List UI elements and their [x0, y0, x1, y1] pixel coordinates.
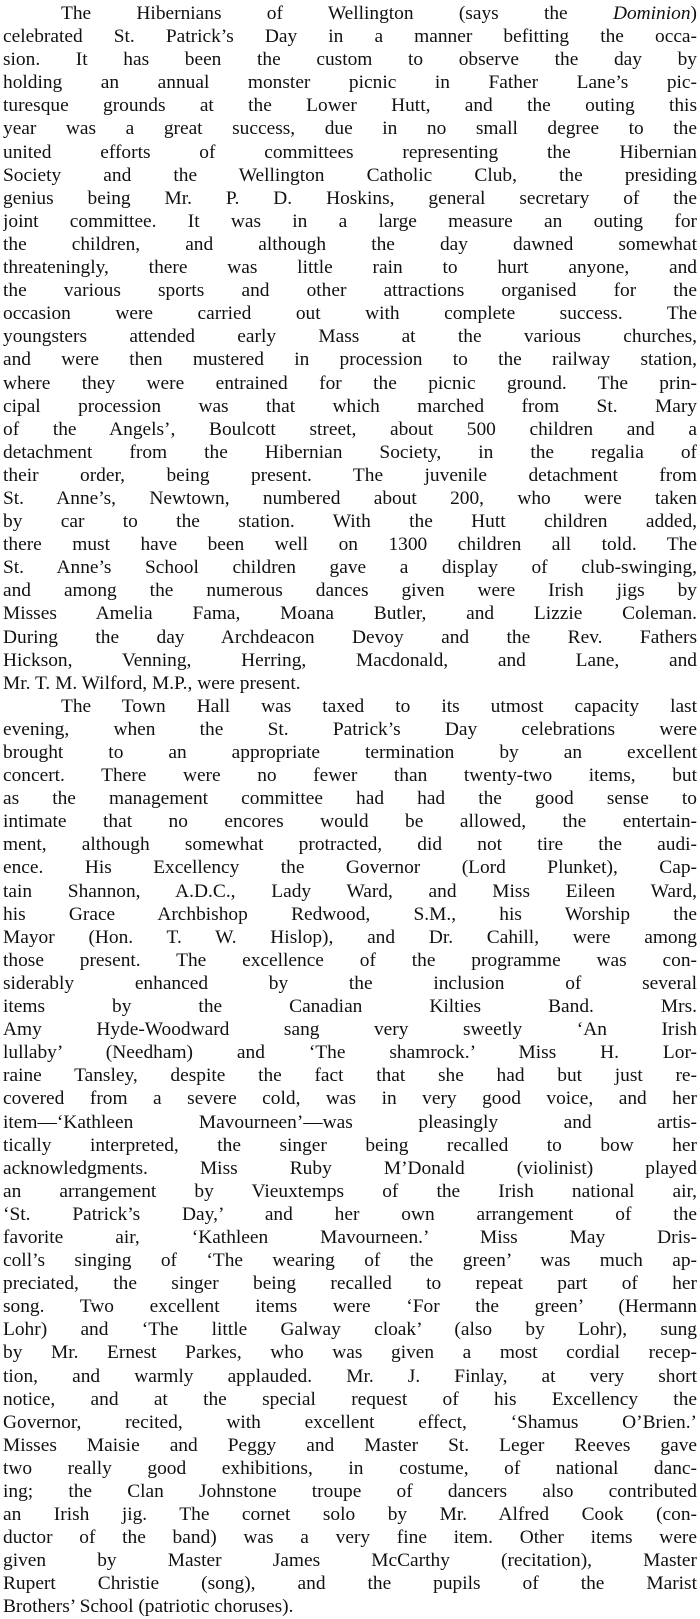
text-line: coll’s singing of ‘The wearing of the green’ was much ap-	[3, 1250, 697, 1272]
text-line: The Hibernians of Wellington (says the Dominion)	[61, 3, 697, 24]
text-line: an arrangement by Vieuxtemps of the Irish national air,	[3, 1180, 697, 1202]
text-line: the various sports and other attractions organised for the	[3, 280, 697, 302]
text-line: as the management committee had had the good sense to	[3, 788, 697, 810]
text-line: covered from a severe cold, was in very good voice, and her	[3, 1088, 697, 1110]
text-line: raine Tansley, despite the fact that she had but just re-	[3, 1065, 697, 1087]
text-line: an Irish jig. The cornet solo by Mr. Alfred Cook (con-	[3, 1504, 697, 1526]
text-line: cipal procession was that which marched from St. Mary	[3, 395, 697, 417]
text-line: Rupert Christie (song), and the pupils of the Marist	[3, 1573, 697, 1595]
text-line: ment, although somewhat protracted, did not tire the audi-	[3, 834, 697, 856]
text-line: and among the numerous dances given were Irish jigs by	[3, 580, 697, 602]
text-line: Brothers’ School (patriotic choruses).	[3, 1596, 294, 1618]
text-line: occasion were carried out with complete success. The	[3, 303, 697, 325]
text-line: Misses Amelia Fama, Moana Butler, and Lizzie Coleman.	[3, 603, 697, 625]
text-line: Mr. T. M. Wilford, M.P., were present.	[3, 672, 301, 694]
text-line: The Town Hall was taxed to its utmost capacity last	[61, 695, 697, 717]
text-line: united efforts of committees representing the Hibernian	[3, 141, 697, 163]
text-line: by Mr. Ernest Parkes, who was given a most cordial recep-	[3, 1342, 697, 1364]
text-line: his Grace Archbishop Redwood, S.M., his Worship the	[3, 903, 697, 925]
text-line: those present. The excellence of the programme was con-	[3, 949, 697, 971]
text-line: given by Master James McCarthy (recitation), Master	[3, 1550, 697, 1572]
text-line: two really good exhibitions, in costume, of national danc-	[3, 1457, 697, 1479]
text-line: acknowledgments. Miss Ruby M’Donald (violinist) played	[3, 1157, 697, 1179]
article-paragraph	[3, 695, 697, 1619]
text-line: St. Anne’s, Newtown, numbered about 200, who were taken	[3, 487, 697, 509]
text-line: Society and the Wellington Catholic Club, the presiding	[3, 164, 697, 186]
text-line: items by the Canadian Kilties Band. Mrs.	[3, 996, 697, 1018]
text-line: celebrated St. Patrick’s Day in a manner befitting the occa-	[3, 26, 697, 48]
text-line: item—‘Kathleen Mavourneen’—was pleasingly and artis-	[3, 1111, 697, 1133]
text-line: ‘St. Patrick’s Day,’ and her own arrangement of the	[3, 1203, 697, 1225]
text-line: holding an annual monster picnic in Father Lane’s pic-	[3, 72, 697, 94]
text-line: lullaby’ (Needham) and ‘The shamrock.’ Miss H. Lor-	[3, 1042, 697, 1064]
text-line: where they were entrained for the picnic ground. The prin-	[3, 372, 697, 394]
text-line: youngsters attended early Mass at the various churches,	[3, 326, 697, 348]
text-line: Mayor (Hon. T. W. Hislop), and Dr. Cahill, were among	[3, 926, 697, 948]
text-line: there must have been well on 1300 children all told. The	[3, 534, 697, 556]
text-line: siderably enhanced by the inclusion of several	[3, 972, 697, 994]
text-line: threateningly, there was little rain to hurt anyone, and	[3, 257, 697, 279]
text-line: preciated, the singer being recalled to repeat part of her	[3, 1273, 697, 1295]
text-line: Hickson, Venning, Herring, Macdonald, and Lane, and	[3, 649, 697, 671]
article-paragraph	[3, 2, 697, 695]
text-line: detachment from the Hibernian Society, in the regalia of	[3, 441, 697, 463]
text-line: ductor of the band) was a very fine item. Other items were	[3, 1527, 697, 1549]
text-line: ing; the Clan Johnstone troupe of dancers also contributed	[3, 1481, 697, 1502]
text-line: Misses Maisie and Peggy and Master St. Leger Reeves gave	[3, 1434, 697, 1456]
text-line: turesque grounds at the Lower Hutt, and the outing this	[3, 95, 697, 117]
text-line: favorite air, ‘Kathleen Mavourneen.’ Miss May Dris-	[3, 1226, 697, 1248]
text-line: of the Angels’, Boulcott street, about 500 children and a	[3, 418, 697, 440]
text-line: the children, and although the day dawned somewhat	[3, 233, 697, 255]
text-line: and were then mustered in procession to the railway station,	[3, 349, 697, 371]
text-line: Amy Hyde-Woodward sang very sweetly ‘An Irish	[3, 1019, 697, 1041]
text-line: brought to an appropriate termination by an excellent	[3, 742, 697, 763]
text-line: During the day Archdeacon Devoy and the Rev. Fathers	[3, 626, 697, 648]
text-line: sion. It has been the custom to observe the day by	[3, 49, 697, 71]
text-line: song. Two excellent items were ‘For the green’ (Hermann	[3, 1296, 697, 1318]
text-line: genius being Mr. P. D. Hoskins, general secretary of the	[3, 187, 697, 209]
text-line: ence. His Excellency the Governor (Lord Plunket), Cap-	[3, 857, 697, 879]
text-line: tically interpreted, the singer being recalled to bow her	[3, 1134, 697, 1156]
text-line: their order, being present. The juvenile detachment from	[3, 464, 697, 486]
text-line: notice, and at the special request of his Excellency the	[3, 1388, 697, 1410]
text-line: tion, and warmly applauded. Mr. J. Finlay, at very short	[3, 1365, 697, 1387]
text-line: Lohr) and ‘The little Galway cloak’ (also by Lohr), sung	[3, 1319, 697, 1341]
text-line: intimate that no encores would be allowed, the entertain-	[3, 811, 697, 833]
text-line: St. Anne’s School children gave a display of club-swinging,	[3, 557, 697, 579]
text-line: by car to the station. With the Hutt children added,	[3, 511, 697, 533]
text-line: concert. There were no fewer than twenty-two items, but	[3, 765, 697, 787]
article-column	[3, 2, 697, 1619]
text-line: evening, when the St. Patrick’s Day celebrations were	[3, 718, 697, 740]
text-line: tain Shannon, A.D.C., Lady Ward, and Miss Eileen Ward,	[3, 880, 697, 902]
text-line: Governor, recited, with excellent effect, ‘Shamus O’Brien.’	[3, 1411, 697, 1433]
text-line: joint committee. It was in a large measure an outing for	[3, 210, 697, 232]
text-line: year was a great success, due in no small degree to the	[3, 118, 697, 140]
